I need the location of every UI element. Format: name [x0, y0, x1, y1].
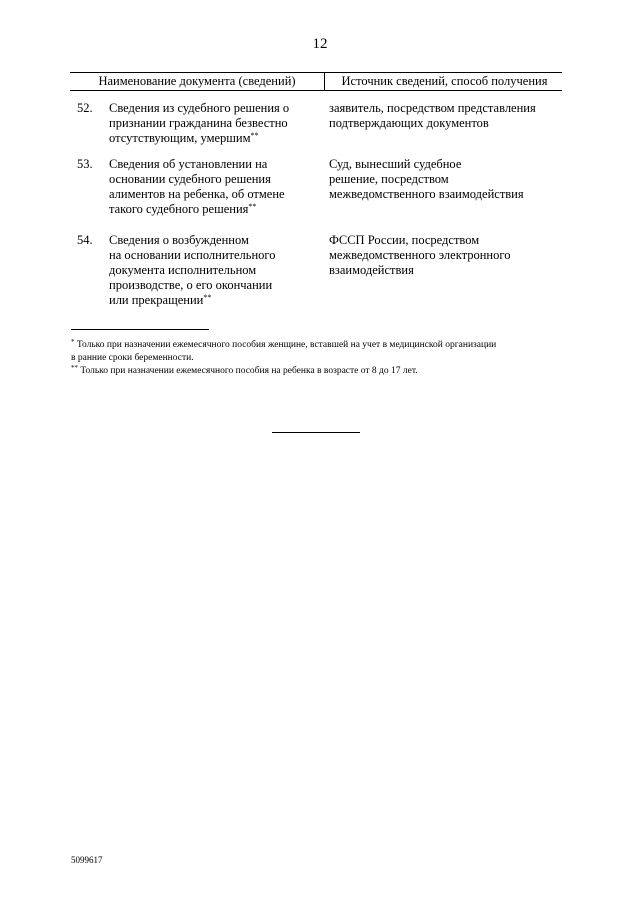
document-source-line: решение, посредством	[329, 172, 449, 186]
document-name-line: алиментов на ребенка, об отмене	[109, 187, 285, 201]
document-name-line	[109, 293, 309, 308]
document-source	[329, 101, 554, 131]
footnote-text: Только при назначении ежемесячного пособия на ребенка в возрасте от 8 до 17 лет.	[80, 366, 418, 376]
document-source-line: межведомственного взаимодействия	[329, 187, 524, 201]
document-source-line: ФССП России, посредством	[329, 233, 480, 247]
document-name-line: Сведения из судебного решения о	[109, 101, 290, 115]
table-header-source-column: Источник сведений, способ получения	[341, 74, 548, 88]
document-name-line-text: или прекращении	[109, 293, 204, 307]
footnote-mark: *	[71, 338, 75, 346]
footnotes	[71, 339, 566, 378]
table-header-name-column: Наименование документа (сведений)	[98, 74, 296, 88]
footnote-mark: **	[71, 364, 78, 372]
footnote-continuation: в ранние сроки беременности.	[71, 353, 194, 363]
document-source	[329, 157, 554, 202]
document-source-line: межведомственного электронного	[329, 248, 511, 262]
document-name-line: производстве, о его окончании	[109, 278, 273, 292]
document-source-line: подтверждающих документов	[329, 116, 489, 130]
end-of-document-rule	[272, 432, 360, 433]
row-number: 54.	[77, 233, 93, 247]
document-name	[109, 157, 309, 217]
document-name-line	[109, 131, 309, 146]
document-name-line-text: такого судебного решения	[109, 202, 249, 216]
document-name-line: документа исполнительном	[109, 263, 257, 277]
table-header-divider	[324, 73, 325, 90]
document-source-line: Суд, вынесший судебное	[329, 157, 462, 171]
document-name-line: основании судебного решения	[109, 172, 271, 186]
document-name-line-text: отсутствующим, умершим	[109, 131, 251, 145]
footnote	[71, 365, 566, 378]
document-source-line: заявитель, посредством представления	[329, 101, 536, 115]
document-name-line: признании гражданина безвестно	[109, 116, 288, 130]
footnote-text: Только при назначении ежемесячного пособия женщине, вставшей на учет в медицинской организации	[76, 340, 497, 350]
row-number: 53.	[77, 157, 93, 171]
document-source-line: взаимодействия	[329, 263, 414, 277]
footnote	[71, 339, 566, 352]
row-number: 52.	[77, 101, 93, 115]
footnote-reference: **	[248, 202, 257, 211]
document-name-line	[109, 202, 309, 217]
page-number: 12	[312, 36, 328, 52]
document-name-line: Сведения об установлении на	[109, 157, 268, 171]
document-name-line: на основании исполнительного	[109, 248, 276, 262]
document-code: 5099617	[71, 855, 103, 865]
document-source	[329, 233, 554, 278]
document-name	[109, 233, 309, 308]
document-name-line: Сведения о возбужденном	[109, 233, 249, 247]
footnote-reference: **	[203, 293, 212, 302]
footnote-separator	[71, 329, 209, 330]
table-header	[70, 72, 562, 91]
document-name	[109, 101, 309, 146]
footnote-reference: **	[250, 131, 259, 140]
